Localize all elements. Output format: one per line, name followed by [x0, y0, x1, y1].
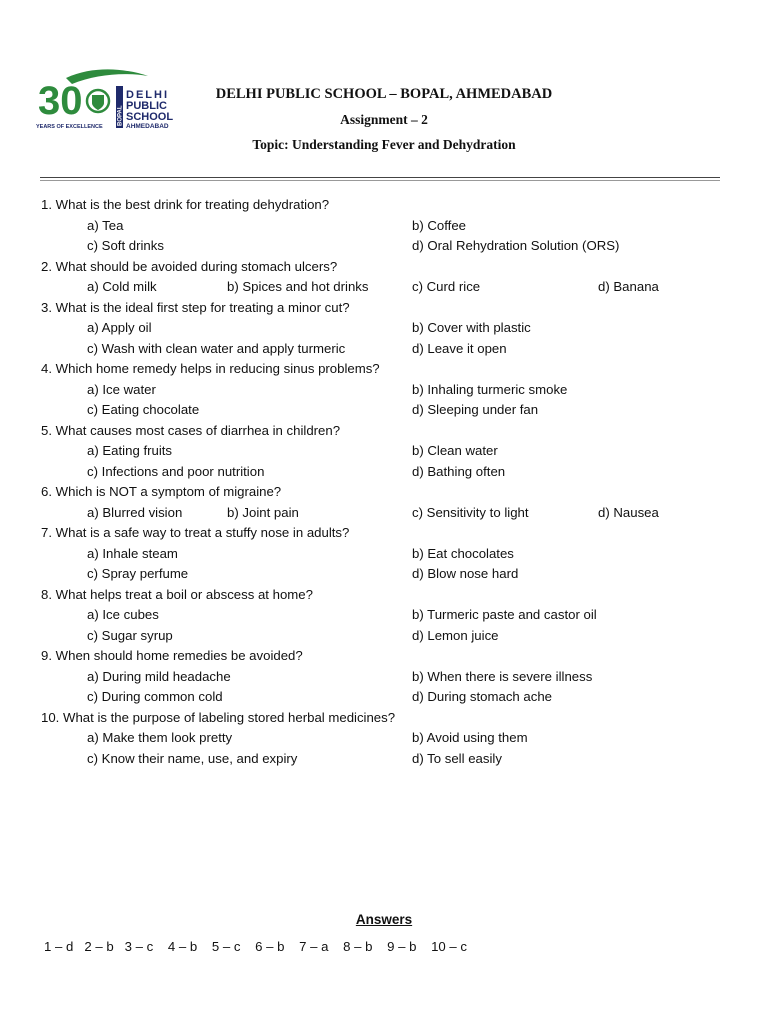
- answer-option: d) Lemon juice: [412, 627, 499, 643]
- option-row: [0, 441, 768, 462]
- option-row: [0, 318, 768, 339]
- logo-line3: SCHOOL: [126, 111, 174, 123]
- answer-option: a) Apply oil: [87, 320, 152, 335]
- answer-option: a) Eating fruits: [87, 443, 173, 458]
- answer-option: a) Ice water: [87, 381, 156, 397]
- question-10: [0, 708, 768, 729]
- question-list: [0, 195, 768, 769]
- answer-option: c) Sensitivity to light: [412, 504, 529, 520]
- answer-option: c) Eating chocolate: [87, 402, 200, 417]
- answer-option: c) Know their name, use, and expiry: [87, 750, 298, 766]
- option-row: [0, 277, 768, 298]
- option-row: [0, 339, 768, 360]
- answer-option: d) Banana: [598, 279, 659, 294]
- answer-option: b) Inhaling turmeric smoke: [412, 381, 568, 397]
- option-row: [0, 667, 768, 688]
- answer-option: c) Curd rice: [412, 279, 481, 294]
- question-5: [0, 421, 768, 442]
- question-3: [0, 298, 768, 319]
- question-9: [0, 646, 768, 667]
- question-text: 1. What is the best drink for treating dehydration?: [41, 197, 330, 212]
- answer-option: b) When there is severe illness: [412, 668, 593, 684]
- option-row: [0, 503, 768, 524]
- answer-option: d) During stomach ache: [412, 689, 553, 704]
- topic-title: Topic: Understanding Fever and Dehydration: [252, 137, 516, 152]
- answer-option: d) To sell easily: [412, 750, 502, 766]
- question-text: 5. What causes most cases of diarrhea in children?: [41, 422, 341, 438]
- answer-option: a) Tea: [87, 217, 124, 233]
- answer-option: d) Sleeping under fan: [412, 402, 539, 417]
- answer-option: c) Spray perfume: [87, 566, 189, 581]
- header-divider: [40, 177, 720, 178]
- question-1: [0, 195, 768, 216]
- answer-option: c) Wash with clean water and apply turmeric: [87, 340, 346, 356]
- question-text: 2. What should be avoided during stomach ulcers?: [41, 258, 338, 274]
- school-name: DELHI PUBLIC SCHOOL – BOPAL, AHMEDABAD: [215, 86, 553, 102]
- answer-option: b) Clean water: [412, 443, 498, 458]
- answer-option: b) Spices and hot drinks: [227, 279, 369, 294]
- answer-option: c) During common cold: [87, 689, 223, 704]
- option-row: [0, 380, 768, 401]
- header-divider-thin: [40, 180, 720, 181]
- answers-key: 1 – d 2 – b 3 – c 4 – b 5 – c 6 – b 7 – a 8 – b 9 – b 10 – c: [44, 939, 467, 954]
- question-text: 4. Which home remedy helps in reducing sinus problems?: [41, 361, 380, 376]
- question-2: [0, 257, 768, 278]
- question-text: 9. When should home remedies be avoided?: [41, 648, 303, 663]
- option-row: [0, 749, 768, 770]
- logo-tagline: YEARS OF EXCELLENCE: [36, 124, 103, 130]
- answer-option: c) Soft drinks: [87, 238, 164, 253]
- answer-option: a) Blurred vision: [87, 504, 183, 520]
- answer-option: d) Leave it open: [412, 340, 507, 356]
- logo-city: AHMEDABAD: [126, 123, 169, 130]
- answer-option: b) Cover with plastic: [412, 320, 531, 335]
- answer-option: b) Coffee: [412, 217, 467, 233]
- question-text: 8. What helps treat a boil or abscess at home?: [41, 586, 313, 602]
- question-text: 6. Which is NOT a symptom of migraine?: [41, 484, 282, 499]
- question-text: 7. What is a safe way to treat a stuffy nose in adults?: [41, 525, 350, 540]
- answer-option: b) Joint pain: [227, 504, 299, 520]
- question-text: 10. What is the purpose of labeling stored herbal medicines?: [41, 709, 396, 725]
- answer-option: d) Nausea: [598, 504, 659, 520]
- answer-option: a) Make them look pretty: [87, 730, 233, 745]
- logo-branch: BOPAL: [117, 105, 124, 126]
- option-row: [0, 462, 768, 483]
- answer-option: b) Turmeric paste and castor oil: [412, 607, 597, 622]
- answer-option: a) Ice cubes: [87, 607, 159, 622]
- answer-option: a) Cold milk: [87, 279, 157, 294]
- logo-number: 30: [38, 79, 83, 123]
- answer-option: b) Avoid using them: [412, 730, 528, 745]
- option-row: [0, 728, 768, 749]
- question-8: [0, 585, 768, 606]
- answers-title: Answers: [355, 912, 413, 927]
- answer-option: a) Inhale steam: [87, 545, 178, 561]
- option-row: [0, 626, 768, 647]
- option-row: [0, 687, 768, 708]
- option-row: [0, 216, 768, 237]
- logo-line1: DELHI: [126, 89, 169, 101]
- answer-option: b) Eat chocolates: [412, 545, 514, 561]
- option-row: [0, 236, 768, 257]
- option-row: [0, 564, 768, 585]
- answer-option: d) Blow nose hard: [412, 566, 519, 581]
- question-7: [0, 523, 768, 544]
- answer-option: d) Oral Rehydration Solution (ORS): [412, 238, 620, 253]
- answer-option: c) Infections and poor nutrition: [87, 463, 265, 479]
- answer-option: c) Sugar syrup: [87, 627, 173, 643]
- answer-option: d) Bathing often: [412, 463, 506, 479]
- option-row: [0, 605, 768, 626]
- option-row: [0, 544, 768, 565]
- question-text: 3. What is the ideal first step for treating a minor cut?: [41, 299, 350, 315]
- answer-option: a) During mild headache: [87, 668, 231, 684]
- question-6: [0, 482, 768, 503]
- question-4: [0, 359, 768, 380]
- assignment-title: Assignment – 2: [340, 112, 428, 127]
- option-row: [0, 400, 768, 421]
- logo-line2: PUBLIC: [126, 100, 167, 112]
